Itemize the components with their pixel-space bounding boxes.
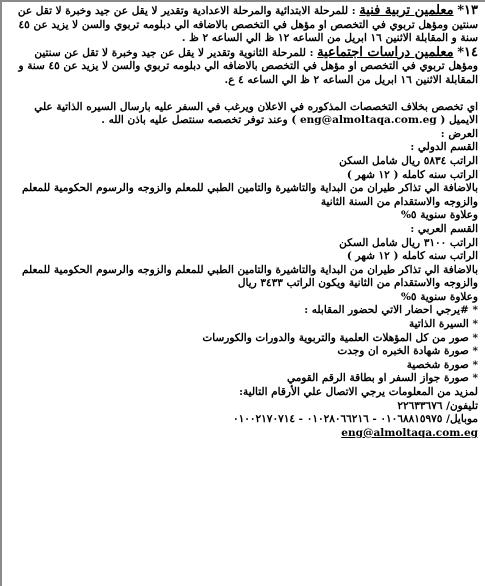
document-page xyxy=(6,4,478,584)
section-13-title: معلمين تربية فنية xyxy=(359,3,454,18)
section-13 xyxy=(6,4,478,46)
contact-intro: لمزيد من المعلومات يرجي الاتصال علي الأرقام التالية: xyxy=(239,386,478,399)
spacer xyxy=(6,88,478,101)
offer-label: العرض : xyxy=(440,127,478,140)
window-border-left xyxy=(0,0,2,586)
contact-mobile: موبايل/ ٠١٠٦٨٨١٥٩٧٥ - ٠١٠٢٨٠٦٦٢١٦ - ٠١٠٠٢١٧٠٧١٤ xyxy=(232,413,478,426)
arabic-salary: الراتب ٣١٠٠ ريال شامل السكن xyxy=(339,236,478,249)
arabic-title: القسم العربي : xyxy=(410,222,478,235)
international-raise: وعلاوة سنوية ٥% xyxy=(400,209,478,222)
section-13-text: : للمرحلة الابتدائية والمرحلة الاعدادية وتقدير لا يقل عن جيد وخبرة لا تقل عن سنتين ومؤهل تربوي في التخصص او مؤهل في التخصص بالاضافه الي دبلومه تربوي والسن لا يزيد عن ٤٥ سنة و المقابلة الاثنين ١٦ ابريل من الساعه ١٢ ظ الي الساعه ٢ ظ . xyxy=(17,5,478,45)
section-14-text: : للمرحلة الثانوية وتقدير لا يقل عن جيد وخبرة لا تقل عن سنتين ومؤهل تربوي في التخصص او مؤهل في التخصص بالاضافه الي دبلومه تربوي والسن لا يزيد عن ٤٥ سنة و المقابلة الاثنين ١٦ ابريل من الساعه ٢ ظ الي الساعه ٤ ع. xyxy=(18,46,478,86)
intro-before: اي تخصص بخلاف التخصصات المذكوره في الاعلان ويرغب في السفر عليه بارسال السيره الذاتية علي الايميل ( xyxy=(34,100,478,127)
international-salary: الراتب ٥٨٣٤ ريال شامل السكن xyxy=(339,154,478,167)
section-14-number: ١٤* xyxy=(457,44,478,60)
intro-after: ) وعند توفر تخصصه سنتصل عليه باذن الله . xyxy=(101,114,297,127)
contact-phone: تليفون/ ٢٢٦٣٣٦٧٦ xyxy=(397,399,478,412)
intro-email-link[interactable]: eng@almoltaqa.com.eg xyxy=(299,114,437,127)
arabic-annual: الراتب سنه كامله ( ١٢ شهر ) xyxy=(346,250,478,263)
intro-paragraph xyxy=(6,101,478,128)
requirement-item: * صور من كل المؤهلات العلمية والتربوية والدورات والكورسات xyxy=(202,331,478,344)
requirement-item: * صورة جواز السفر او بطاقة الرقم القومي xyxy=(287,372,478,385)
requirement-item: * صورة شهادة الخبره ان وجدت xyxy=(337,345,478,358)
contact-email-link[interactable]: eng@almoltaqa.com.eg xyxy=(341,426,478,439)
international-benefits: بالاضافة الي تذاكر طيران من البداية والتاشيرة والتامين الطبي للمعلم والزوجه والرسوم الحكومية للمعلم والزوجه والاستقدام من السنة الثانية xyxy=(21,182,478,208)
international-annual: الراتب سنه كامله ( ١٢ شهر ) xyxy=(346,168,478,181)
contact-email-row xyxy=(6,427,478,441)
window-border-top xyxy=(0,0,485,2)
requirements-heading: * #يرجي احضار الاتي لحضور المقابله : xyxy=(304,304,478,317)
arabic-raise: وعلاوة سنوية ٥% xyxy=(400,290,478,303)
requirement-item: * صورة شخصية xyxy=(406,358,478,371)
arabic-benefits: بالاضافة الي تذاكر طيران من البداية والتاشيرة والتامين الطبي للمعلم والزوجه والرسوم الحكومية للمعلم والزوجه والاستقدام من الثانية ويكون الراتب ٣٤٣٣ ريال xyxy=(21,263,478,290)
section-13-number: ١٣* xyxy=(457,3,478,18)
section-14 xyxy=(6,46,478,88)
requirement-item: * السيرة الذاتية xyxy=(408,318,478,331)
international-title: القسم الدولي : xyxy=(410,141,478,154)
section-14-title: معلمين دراسات اجتماعية xyxy=(317,44,454,60)
